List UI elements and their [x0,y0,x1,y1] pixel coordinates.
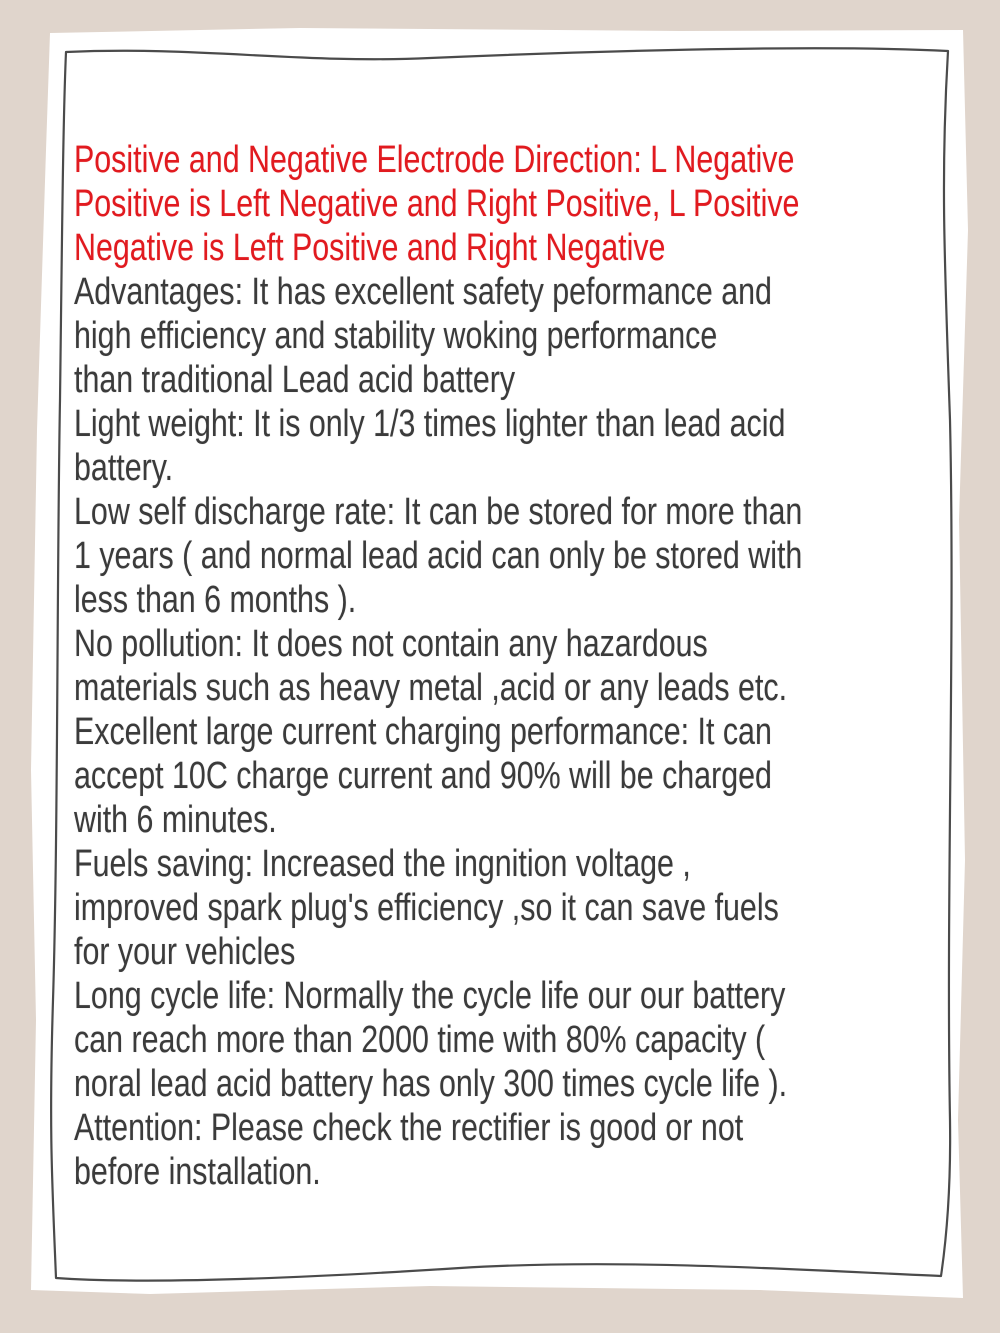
paragraph [74,490,954,622]
paragraph [74,1106,954,1194]
body-line: noral lead acid battery has only 300 times cycle life ). [74,1063,788,1105]
body-line: Excellent large current charging performance: It can [74,711,772,753]
body-line: 1 years ( and normal lead acid can only be stored with [74,535,803,577]
paragraph [74,402,954,490]
body-line: Low self discharge rate: It can be stored for more than [74,491,803,533]
body-line: Attention: Please check the rectifier is good or not [74,1107,744,1149]
body-line: battery. [74,447,174,489]
body-line: accept 10C charge current and 90% will be charged [74,755,772,797]
body-line: Light weight: It is only 1/3 times lighter than lead acid [74,403,786,445]
body-line: can reach more than 2000 time with 80% capacity ( [74,1019,766,1061]
heading-line: Positive and Negative Electrode Direction: L Negative [74,139,795,181]
text-block [74,138,954,1194]
paragraph [74,270,954,402]
body-line: Fuels saving: Increased the ingnition voltage , [74,843,691,885]
body-line: Advantages: It has excellent safety peformance and [74,271,772,313]
paragraph [74,974,954,1106]
paragraph [74,842,954,974]
paragraph [74,710,954,842]
heading-line: Positive is Left Negative and Right Positive, L Positive [74,183,800,225]
body-line: with 6 minutes. [74,799,277,841]
body-line: improved spark plug's efficiency ,so it can save fuels [74,887,779,929]
heading [74,138,954,270]
body-line: high efficiency and stability woking performance [74,315,718,357]
paragraph [74,622,954,710]
body-line: for your vehicles [74,931,296,973]
body-line: before installation. [74,1151,321,1193]
heading-line: Negative is Left Positive and Right Negative [74,227,666,269]
body-line: than traditional Lead acid battery [74,359,516,401]
body-line: materials such as heavy metal ,acid or any leads etc. [74,667,788,709]
body-line: less than 6 months ). [74,579,357,621]
body-line: No pollution: It does not contain any hazardous [74,623,708,665]
body-line: Long cycle life: Normally the cycle life our our battery [74,975,786,1017]
body-text [74,270,954,1194]
